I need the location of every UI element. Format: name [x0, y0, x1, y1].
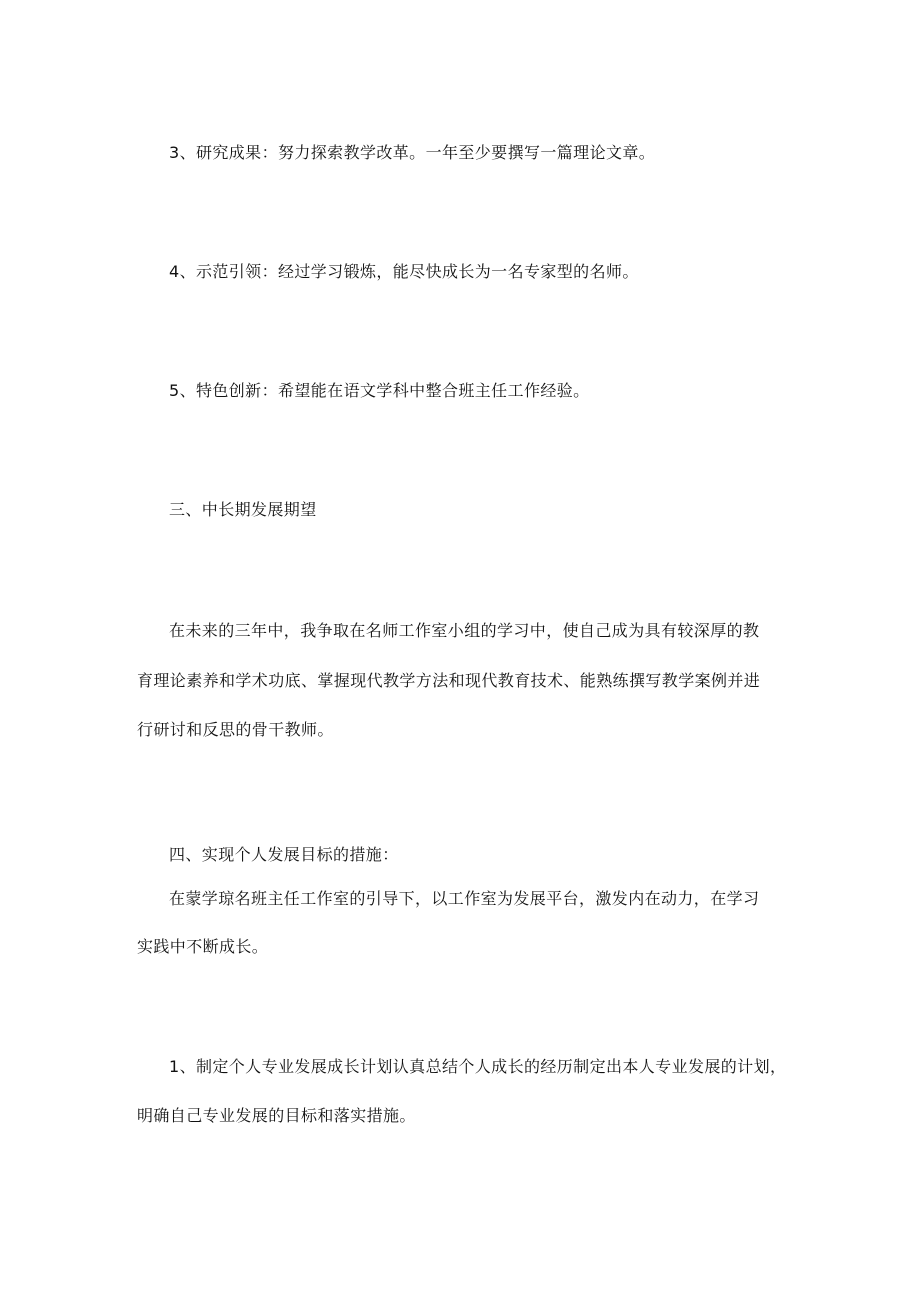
section-three-paragraph-line: 在未来的三年中，我争取在名师工作室小组的学习中，使自己成为具有较深厚的教 — [169, 621, 760, 640]
measure-one-line: 1、制定个人专业发展成长计划认真总结个人成长的经历制定出本人专业发展的计划， — [169, 1057, 787, 1076]
section-four-heading: 四、实现个人发展目标的措施： — [169, 845, 399, 864]
section-four-paragraph-line: 实践中不断成长。 — [137, 937, 269, 956]
section-three-paragraph-line: 育理论素养和学术功底、掌握现代教学方法和现代教育技术、能熟练撰写教学案例并进 — [137, 671, 761, 690]
section-three-heading: 三、中长期发展期望 — [169, 500, 317, 519]
item-feature-innovation: 5、特色创新：希望能在语文学科中整合班主任工作经验。 — [169, 381, 590, 400]
measure-one-line: 明确自己专业发展的目标和落实措施。 — [137, 1106, 416, 1125]
item-demonstration-leadership: 4、示范引领：经过学习锻炼，能尽快成长为一名专家型的名师。 — [169, 262, 639, 281]
section-four-paragraph-line: 在蒙学琼名班主任工作室的引导下，以工作室为发展平台，激发内在动力，在学习 — [169, 889, 760, 908]
section-three-paragraph-line: 行研讨和反思的骨干教师。 — [137, 720, 334, 739]
item-research-results: 3、研究成果：努力探索教学改革。一年至少要撰写一篇理论文章。 — [169, 143, 656, 162]
